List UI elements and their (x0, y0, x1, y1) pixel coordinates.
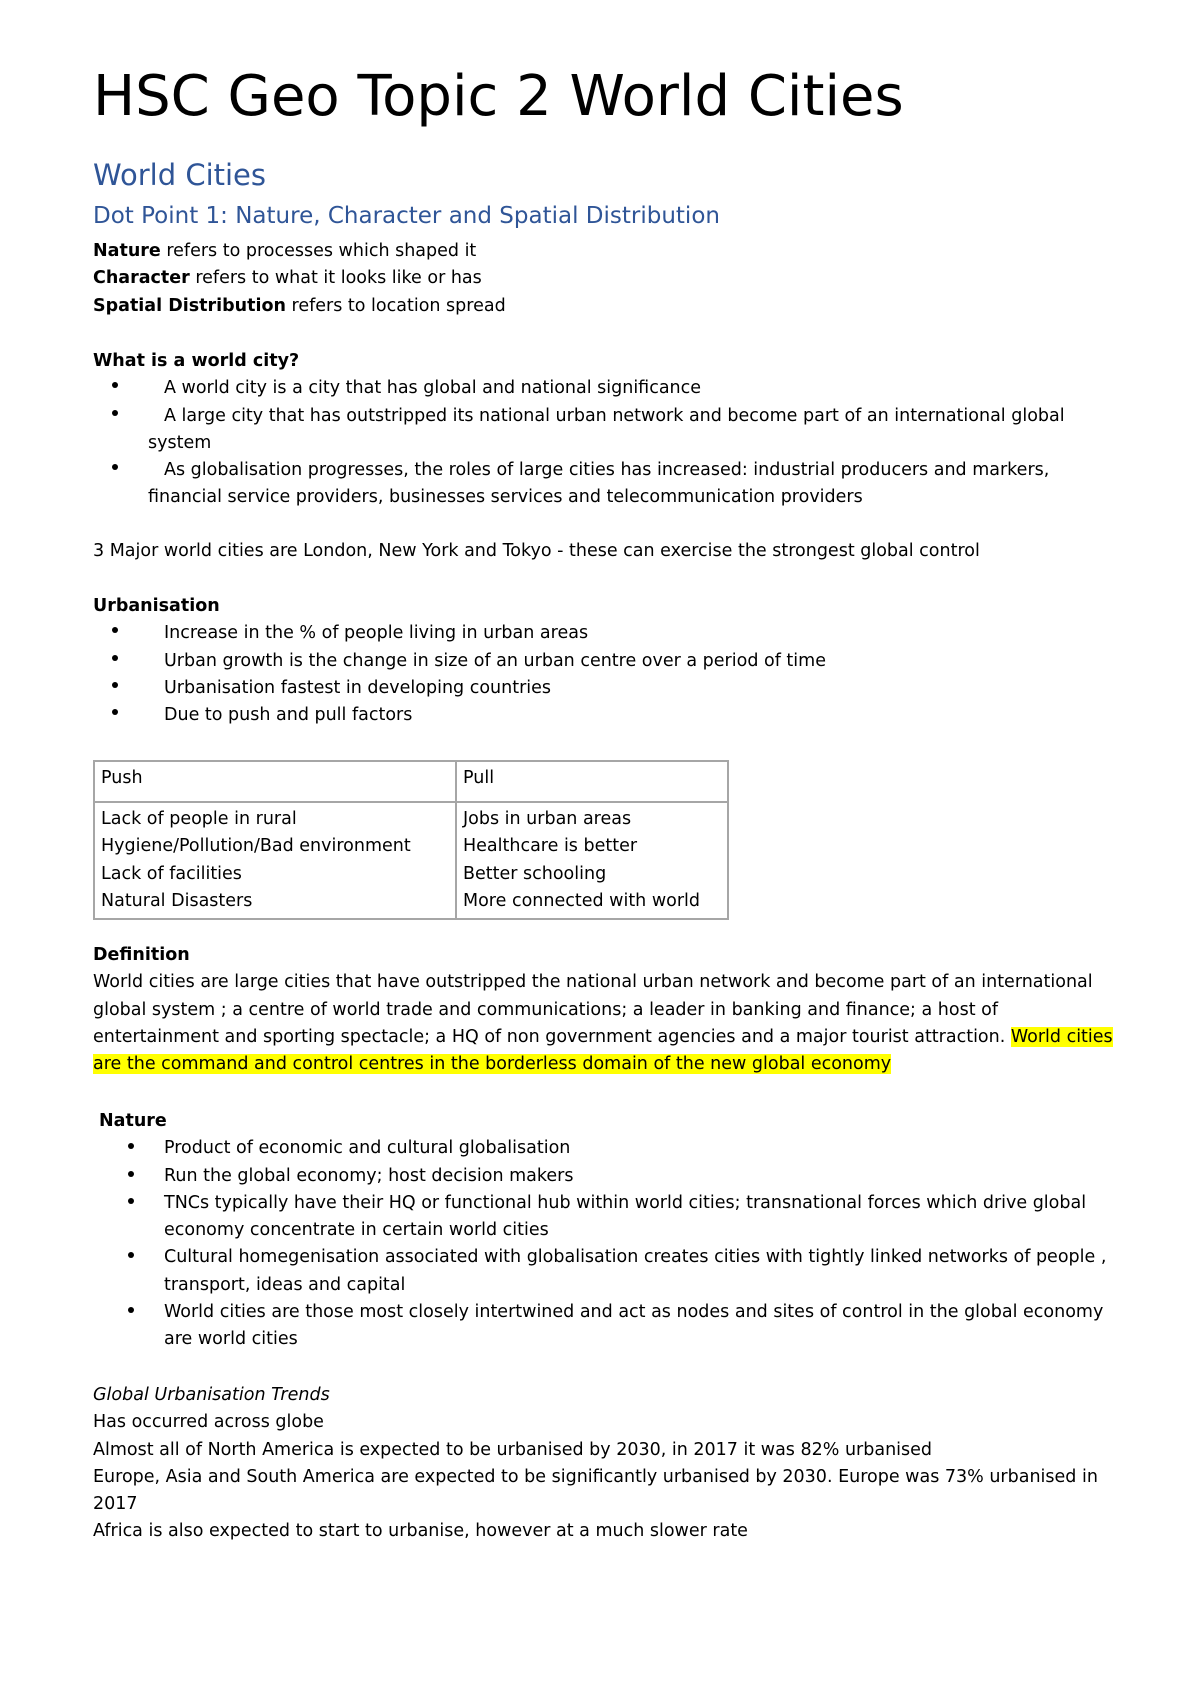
push-factor: Lack of people in rural (101, 809, 297, 829)
list-item-text: Urbanisation fastest in developing countries (164, 677, 552, 698)
bullet-icon (128, 1198, 134, 1204)
trends-section (93, 1382, 1113, 1546)
list-item-text: A world city is a city that has global and national significance (164, 378, 702, 399)
heading-dot-point-1: Dot Point 1: Nature, Character and Spatial Distribution (93, 203, 720, 229)
list-item (93, 457, 1123, 512)
section-heading: Urbanisation (93, 596, 220, 616)
definition-line (93, 238, 1123, 265)
push-factor: Lack of facilities (101, 863, 242, 884)
pull-factor: More connected with world (463, 890, 701, 911)
highlighted-text: World cities are the command and control centres in the borderless domain of the new global economy (93, 1026, 1113, 1075)
list-item-text: Increase in the % of people living in urban areas (164, 623, 589, 644)
pull-factors-cell (456, 802, 728, 919)
trend-line: Has occurred across globe (93, 1412, 324, 1433)
list-item (93, 375, 1123, 402)
section-heading: Nature (99, 1111, 167, 1131)
list-item-text: World cities are those most closely intertwined and act as nodes and sites of control in the global economy are world cities (164, 1302, 1104, 1350)
pull-factor: Healthcare is better (463, 836, 638, 857)
bullet-icon (112, 627, 118, 633)
definitions-block (93, 238, 1123, 320)
definition-line (93, 265, 1123, 292)
table-header-cell: Push (94, 761, 456, 802)
list-item (93, 702, 1123, 729)
definition-line (93, 293, 1123, 320)
list-item (93, 1190, 1124, 1245)
list-item (93, 1244, 1124, 1299)
nature-section (93, 1108, 1123, 1354)
section-heading: Global Urbanisation Trends (93, 1385, 330, 1405)
definition-text: refers to what it looks like or has (189, 268, 482, 289)
heading-world-cities: World Cities (93, 158, 267, 192)
bullet-icon (112, 464, 118, 470)
push-factors-cell (94, 802, 456, 919)
definition-term: Nature (93, 241, 161, 261)
bullet-icon (112, 382, 118, 388)
bullet-icon (128, 1307, 134, 1313)
bullet-icon (128, 1252, 134, 1258)
list-item (93, 1299, 1124, 1354)
trend-line: Africa is also expected to start to urbanise, however at a much slower rate (93, 1521, 748, 1542)
bullet-icon (112, 709, 118, 715)
push-factor: Natural Disasters (101, 890, 253, 911)
definition-text: refers to processes which shaped it (160, 241, 477, 261)
list-item (93, 675, 1123, 702)
section-heading: Definition (93, 945, 190, 965)
table-header-row (94, 761, 728, 802)
list-item-text: TNCs typically have their HQ or functional hub within world cities; transnational forces which drive global economy concentrate in certain world cities (164, 1192, 1087, 1241)
pull-factor: Better schooling (463, 863, 607, 884)
list-item-text: A large city that has outstripped its national urban network and become part of an international global system (148, 405, 1065, 453)
table-row (94, 802, 728, 919)
definition-paragraph (93, 969, 1123, 1078)
bullet-icon (112, 655, 118, 661)
major-cities-text: 3 Major world cities are London, New York and Tokyo - these can exercise the strongest global control (93, 541, 980, 561)
list-item-text: Run the global economy; host decision makers (164, 1165, 574, 1186)
bullet-icon (128, 1171, 134, 1177)
trend-line: Europe, Asia and South America are expected to be significantly urbanised by 2030. Europe was 73% urbanised in 2017 (93, 1466, 1098, 1515)
list-item-text: Urban growth is the change in size of an urban centre over a period of time (164, 650, 826, 671)
list-item-text: As globalisation progresses, the roles of large cities has increased: industrial producers and markers, financial service providers, businesses services and telecommunication providers (148, 460, 1050, 508)
urbanisation-section (93, 593, 1123, 729)
pull-factor: Jobs in urban areas (463, 809, 632, 829)
list-item-text: Cultural homegenisation associated with globalisation creates cities with tightly linked networks of people , transport, ideas and capital (164, 1247, 1107, 1295)
list-item (93, 403, 1123, 458)
definition-text: refers to location spread (285, 295, 506, 316)
bullet-icon (128, 1143, 134, 1149)
what-is-section (93, 348, 1123, 512)
list-item (93, 1135, 1124, 1162)
document-title: HSC Geo Topic 2 World Cities (93, 64, 904, 129)
trend-line: Almost all of North America is expected to be urbanised by 2030, in 2017 it was 82% urbanised (93, 1439, 933, 1460)
definition-text: World cities are large cities that have outstripped the national urban network and become part of an international global system ; a centre of world trade and communications; a leader in banking and finance; a host of entertainment and sporting spectacle; a HQ of non government agencies and a major tourist attraction. (93, 972, 1093, 1047)
list-item (93, 648, 1123, 675)
list-item (93, 620, 1123, 647)
table-header-cell: Pull (456, 761, 728, 802)
section-heading: What is a world city? (93, 351, 300, 371)
bullet-icon (112, 410, 118, 416)
definition-section (93, 942, 1123, 1078)
definition-term: Spatial Distribution (93, 295, 286, 316)
list-item-text: Due to push and pull factors (164, 705, 413, 726)
push-pull-table (93, 760, 729, 920)
definition-term: Character (93, 268, 190, 289)
list-item (93, 1163, 1124, 1190)
bullet-icon (112, 682, 118, 688)
list-item-text: Product of economic and cultural globalisation (164, 1138, 571, 1159)
push-factor: Hygiene/Pollution/Bad environment (101, 836, 411, 857)
